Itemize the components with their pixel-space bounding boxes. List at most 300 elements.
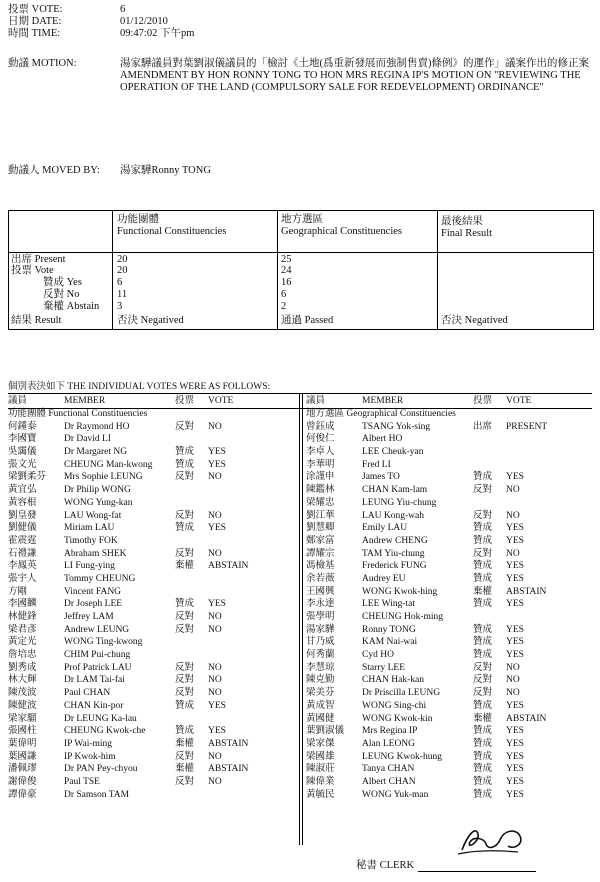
motion-text bbox=[120, 58, 593, 94]
member-name-zh: 張學明 bbox=[306, 612, 335, 622]
member-row bbox=[8, 560, 296, 573]
header-vote-en: VOTE bbox=[208, 396, 234, 406]
fc-result: 否決 Negatived bbox=[117, 315, 184, 326]
vote-zh bbox=[175, 497, 208, 510]
member-name-zh: 湯家驊 bbox=[306, 624, 335, 635]
member-name-zh: 林大輝 bbox=[8, 675, 37, 686]
member-row bbox=[8, 421, 296, 434]
member-name-zh: 謝偉俊 bbox=[8, 776, 37, 787]
vote-zh: 出席 bbox=[473, 421, 493, 432]
vote-zh: 棄權 bbox=[175, 764, 195, 775]
member-name-en: WONG Sing-chi bbox=[362, 700, 427, 711]
motion-block bbox=[8, 58, 593, 94]
time-value: 09:47:02 下午pm bbox=[120, 28, 195, 39]
member-name-en: Alan LEONG bbox=[362, 738, 416, 749]
fc-abstain: 3 bbox=[117, 301, 123, 312]
member-name-en: Dr Margaret NG bbox=[64, 447, 128, 458]
member-name-zh: 劉皇發 bbox=[8, 510, 37, 521]
member-name-en: KAM Nai-wai bbox=[362, 637, 418, 648]
member-name-zh: 黃國健 bbox=[306, 713, 335, 724]
vote-en bbox=[506, 611, 586, 624]
member-name-en: CHAN Kin-por bbox=[64, 700, 124, 711]
vote-zh: 贊成 bbox=[473, 561, 493, 572]
member-name-en: WONG Kwok-hing bbox=[362, 586, 438, 597]
final-header-en: Final Result bbox=[441, 228, 493, 239]
member-row bbox=[306, 522, 594, 535]
member-name-en: Andrew CHENG bbox=[362, 535, 428, 546]
fc-header-zh: 功能團體 bbox=[117, 214, 159, 225]
member-name-zh: 劉慧卿 bbox=[306, 523, 335, 534]
row-label-abstain: 棄權 Abstain bbox=[43, 301, 100, 312]
fc-group-heading: 功能團體 Functional Constituencies bbox=[8, 409, 148, 419]
vote-zh: 反對 bbox=[175, 751, 195, 762]
member-name-zh: 曾鈺成 bbox=[306, 421, 335, 432]
vote-en: ABSTAIN bbox=[506, 713, 547, 724]
member-name-en: Mrs Sophie LEUNG bbox=[64, 472, 143, 483]
vote-en bbox=[208, 649, 288, 662]
member-name-en: WONG Yuk-man bbox=[362, 789, 429, 800]
member-row bbox=[306, 573, 594, 586]
member-name-zh: 劉江華 bbox=[306, 510, 335, 521]
member-name-en: CHEUNG Hok-ming bbox=[362, 612, 444, 622]
member-name-en: LEUNG Yiu-chung bbox=[362, 497, 437, 508]
vote-zh: 贊成 bbox=[473, 599, 493, 610]
member-name-zh: 梁君彥 bbox=[8, 624, 37, 635]
member-name-zh: 石禮謙 bbox=[8, 548, 37, 559]
header-vote-zh: 投票 bbox=[175, 396, 195, 406]
gc-yes: 16 bbox=[281, 277, 292, 288]
vote-en: NO bbox=[506, 510, 520, 521]
member-name-en: WONG Ting-kwong bbox=[64, 637, 143, 648]
member-row bbox=[8, 636, 296, 649]
member-row bbox=[8, 548, 296, 561]
member-name-en: LEE Cheuk-yan bbox=[362, 447, 424, 458]
moved-by-label: 動議人 MOVED BY: bbox=[8, 165, 100, 176]
moved-by-value: 湯家驊Ronny TONG bbox=[120, 165, 211, 176]
member-name-zh: 譚耀宗 bbox=[306, 548, 335, 559]
member-name-zh: 詹培忠 bbox=[8, 650, 37, 661]
vote-en bbox=[208, 713, 288, 726]
member-name-zh: 甘乃威 bbox=[306, 637, 335, 648]
member-row bbox=[306, 674, 594, 687]
member-row bbox=[8, 573, 296, 586]
member-row bbox=[306, 662, 594, 675]
gc-vote: 24 bbox=[281, 265, 292, 276]
member-row bbox=[306, 725, 594, 738]
clerk-label: 秘書 CLERK bbox=[356, 860, 415, 871]
vote-en bbox=[208, 789, 288, 802]
member-name-zh: 梁家傑 bbox=[306, 738, 335, 749]
member-row bbox=[8, 586, 296, 599]
member-name-zh: 霍震霆 bbox=[8, 535, 37, 546]
member-name-en: Audrey EU bbox=[362, 573, 406, 584]
member-row bbox=[8, 522, 296, 535]
gc-group-heading: 地方選區 Geographical Constituencies bbox=[306, 409, 456, 419]
member-row bbox=[306, 700, 594, 713]
member-row bbox=[8, 687, 296, 700]
fc-yes: 6 bbox=[117, 277, 123, 288]
moved-by-row bbox=[8, 162, 211, 177]
vote-zh: 贊成 bbox=[175, 700, 195, 711]
member-name-en: Prof Patrick LAU bbox=[64, 662, 132, 673]
vote-en: YES bbox=[506, 573, 524, 584]
member-row bbox=[8, 611, 296, 624]
member-name-zh: 吳靄儀 bbox=[8, 447, 37, 458]
member-row bbox=[8, 446, 296, 459]
vote-zh: 反對 bbox=[473, 688, 493, 699]
vote-zh: 贊成 bbox=[175, 599, 195, 610]
vote-zh: 反對 bbox=[473, 510, 493, 521]
vote-en: NO bbox=[506, 688, 520, 699]
member-row bbox=[306, 763, 594, 776]
member-row bbox=[8, 789, 296, 802]
vote-en: NO bbox=[208, 612, 222, 622]
vote-en: YES bbox=[506, 599, 524, 610]
member-row bbox=[306, 713, 594, 726]
clerk-signature bbox=[456, 820, 536, 858]
fc-header-en: Functional Constituencies bbox=[117, 226, 227, 237]
vote-en: ABSTAIN bbox=[208, 561, 249, 572]
vote-zh: 贊成 bbox=[473, 637, 493, 648]
member-name-zh: 葉國謙 bbox=[8, 751, 37, 762]
vote-zh: 贊成 bbox=[175, 447, 195, 458]
member-row bbox=[306, 446, 594, 459]
vote-en bbox=[208, 497, 288, 510]
member-name-zh: 陳鑑林 bbox=[306, 485, 335, 496]
vote-en: YES bbox=[506, 637, 524, 648]
table-top-rule bbox=[8, 393, 592, 394]
member-name-zh: 梁家騮 bbox=[8, 713, 37, 724]
vote-zh: 反對 bbox=[175, 421, 195, 432]
vote-zh bbox=[473, 433, 506, 446]
vote-en: YES bbox=[506, 726, 524, 737]
member-name-zh: 陳健波 bbox=[8, 700, 37, 711]
member-name-zh: 林健鋒 bbox=[8, 612, 37, 622]
member-name-en: Andrew LEUNG bbox=[64, 624, 130, 635]
vote-en: YES bbox=[506, 535, 524, 546]
row-label-no: 反對 No bbox=[43, 289, 80, 300]
member-row bbox=[8, 662, 296, 675]
date-row bbox=[8, 16, 194, 28]
vote-zh: 棄權 bbox=[175, 561, 195, 572]
vote-zh: 反對 bbox=[473, 485, 493, 496]
member-row bbox=[8, 725, 296, 738]
vote-zh: 贊成 bbox=[473, 573, 493, 584]
member-name-en: Miriam LAU bbox=[64, 523, 115, 534]
vote-en bbox=[208, 636, 288, 649]
member-name-zh: 梁美芬 bbox=[306, 688, 335, 699]
member-name-en: Dr David LI bbox=[64, 434, 111, 445]
time-label: 時間 TIME: bbox=[8, 28, 61, 39]
member-name-en: CHEUNG Kwok-che bbox=[64, 726, 146, 737]
vote-en: NO bbox=[208, 688, 222, 699]
vote-en bbox=[506, 497, 586, 510]
member-name-zh: 葉劉淑儀 bbox=[306, 726, 345, 737]
row-label-vote: 投票 Vote bbox=[11, 265, 54, 276]
member-row bbox=[8, 471, 296, 484]
member-row bbox=[306, 586, 594, 599]
vote-zh: 反對 bbox=[175, 675, 195, 686]
member-name-zh: 梁劉柔芬 bbox=[8, 472, 47, 483]
motion-text-en: AMENDMENT BY HON RONNY TONG TO HON MRS REGINA IP'S MOTION ON "REVIEWING THE OPERATION OF THE LAND (COMPULSORY SALE FOR REDEVELOPMENT) ORDINANCE" bbox=[120, 70, 581, 93]
member-name-en: Albert CHAN bbox=[362, 776, 416, 787]
header-member-en: MEMBER bbox=[64, 396, 106, 406]
vote-en: NO bbox=[208, 510, 222, 521]
vote-zh: 贊成 bbox=[473, 624, 493, 635]
vote-number-label: 投票 VOTE: bbox=[8, 4, 63, 15]
member-name-zh: 李國寶 bbox=[8, 434, 37, 445]
member-row bbox=[306, 738, 594, 751]
vote-zh bbox=[473, 459, 506, 472]
table-header-row bbox=[306, 395, 594, 408]
vote-zh bbox=[175, 713, 208, 726]
member-row bbox=[306, 751, 594, 764]
vote-en: NO bbox=[208, 472, 222, 483]
member-row bbox=[306, 471, 594, 484]
member-name-zh: 黃毓民 bbox=[306, 789, 335, 800]
vote-en: YES bbox=[208, 726, 226, 737]
member-name-en: Frederick FUNG bbox=[362, 561, 427, 572]
member-name-zh: 鄭家富 bbox=[306, 535, 335, 546]
member-name-en: Paul TSE bbox=[64, 776, 100, 787]
vote-zh: 反對 bbox=[473, 662, 493, 673]
fc-votes-column bbox=[8, 395, 296, 801]
vote-zh bbox=[175, 535, 208, 548]
member-row bbox=[306, 636, 594, 649]
member-row bbox=[8, 700, 296, 713]
member-name-zh: 張國柱 bbox=[8, 726, 37, 737]
member-row bbox=[306, 687, 594, 700]
summary-col-divider bbox=[112, 211, 113, 329]
vote-zh: 贊成 bbox=[473, 751, 493, 762]
vote-number-value: 6 bbox=[120, 4, 126, 15]
member-name-en: CHAN Kam-lam bbox=[362, 485, 428, 496]
member-row bbox=[306, 484, 594, 497]
fc-present: 20 bbox=[117, 254, 128, 265]
vote-en: NO bbox=[208, 751, 222, 762]
member-name-en: Dr LEUNG Ka-lau bbox=[64, 713, 137, 724]
member-name-en: TAM Yiu-chung bbox=[362, 548, 425, 559]
final-column-header bbox=[441, 216, 492, 240]
vote-zh: 贊成 bbox=[175, 459, 195, 470]
member-name-en: Albert HO bbox=[362, 434, 403, 445]
vote-en bbox=[208, 484, 288, 497]
gc-abstain: 2 bbox=[281, 301, 287, 312]
vote-en bbox=[208, 433, 288, 446]
member-name-en: Paul CHAN bbox=[64, 688, 111, 699]
member-name-en: IP Kwok-him bbox=[64, 751, 116, 762]
vote-zh: 贊成 bbox=[473, 650, 493, 661]
vote-zh: 贊成 bbox=[473, 738, 493, 749]
vote-header bbox=[8, 4, 194, 40]
vote-en: YES bbox=[208, 447, 226, 458]
member-name-en: Timothy FOK bbox=[64, 535, 118, 546]
member-row bbox=[306, 560, 594, 573]
member-name-en: Starry LEE bbox=[362, 662, 406, 673]
vote-en: NO bbox=[506, 675, 520, 686]
member-name-zh: 何秀蘭 bbox=[306, 650, 335, 661]
member-name-zh: 陳茂波 bbox=[8, 688, 37, 699]
vote-en: YES bbox=[506, 776, 524, 787]
member-name-zh: 黃容根 bbox=[8, 497, 37, 508]
fc-vote: 20 bbox=[117, 265, 128, 276]
member-row bbox=[306, 789, 594, 802]
member-name-zh: 涂謹申 bbox=[306, 472, 335, 483]
vote-zh: 反對 bbox=[473, 675, 493, 686]
member-name-en: CHAN Hak-kan bbox=[362, 675, 425, 686]
gc-member-list bbox=[306, 421, 594, 802]
member-name-zh: 黃定光 bbox=[8, 637, 37, 648]
member-name-zh: 馮檢基 bbox=[306, 561, 335, 572]
member-name-zh: 李卓人 bbox=[306, 447, 335, 458]
vote-zh: 贊成 bbox=[473, 726, 493, 737]
column-divider bbox=[299, 393, 300, 845]
member-name-en: Cyd HO bbox=[362, 650, 394, 661]
member-row bbox=[306, 535, 594, 548]
member-name-zh: 張文光 bbox=[8, 459, 37, 470]
member-name-en: Jeffrey LAM bbox=[64, 612, 114, 622]
member-row bbox=[8, 624, 296, 637]
member-name-en: LEUNG Kwok-hung bbox=[362, 751, 442, 762]
vote-en: YES bbox=[506, 764, 524, 775]
fc-column-header bbox=[117, 214, 226, 238]
motion-text-zh: 湯家驊議員對葉劉淑儀議員的「檢討《土地(爲重新發展而強制售賣)條例》的運作」議案作出的修正案 bbox=[120, 58, 589, 69]
vote-en: YES bbox=[506, 624, 524, 635]
fc-member-list bbox=[8, 421, 296, 802]
vote-en bbox=[506, 459, 586, 472]
fc-no: 11 bbox=[117, 289, 128, 300]
member-name-en: CHIM Pui-chung bbox=[64, 650, 131, 661]
gc-present: 25 bbox=[281, 254, 292, 265]
member-name-zh: 陳克勤 bbox=[306, 675, 335, 686]
vote-en: YES bbox=[506, 700, 524, 711]
member-name-en: Emily LAU bbox=[362, 523, 408, 534]
vote-zh bbox=[175, 586, 208, 599]
column-divider bbox=[302, 393, 303, 845]
vote-en bbox=[208, 573, 288, 586]
vote-en: YES bbox=[506, 789, 524, 800]
row-label-result: 結果 Result bbox=[11, 315, 62, 326]
member-name-zh: 李國麟 bbox=[8, 599, 37, 610]
vote-zh: 贊成 bbox=[473, 700, 493, 711]
vote-en: YES bbox=[208, 459, 226, 470]
vote-en: NO bbox=[208, 675, 222, 686]
member-name-en: James TO bbox=[362, 472, 400, 483]
vote-zh: 反對 bbox=[175, 548, 195, 559]
member-row bbox=[306, 459, 594, 472]
summary-header-rule bbox=[9, 252, 593, 253]
member-name-en: IP Wai-ming bbox=[64, 738, 113, 749]
vote-zh: 棄權 bbox=[473, 713, 493, 724]
member-row bbox=[306, 649, 594, 662]
header-vote-zh: 投票 bbox=[473, 396, 493, 406]
vote-en: YES bbox=[506, 738, 524, 749]
time-row bbox=[8, 28, 194, 40]
member-row bbox=[8, 433, 296, 446]
member-name-en: Dr Philip WONG bbox=[64, 485, 131, 496]
vote-zh: 反對 bbox=[175, 688, 195, 699]
member-row bbox=[306, 624, 594, 637]
vote-en: YES bbox=[506, 472, 524, 483]
vote-en bbox=[208, 586, 288, 599]
member-row bbox=[8, 763, 296, 776]
vote-en: YES bbox=[506, 561, 524, 572]
vote-en: ABSTAIN bbox=[208, 764, 249, 775]
summary-table bbox=[8, 210, 594, 330]
member-row bbox=[8, 751, 296, 764]
summary-col-divider bbox=[277, 211, 278, 329]
table-header-row bbox=[8, 395, 296, 408]
vote-zh bbox=[175, 484, 208, 497]
motion-label: 動議 MOTION: bbox=[8, 58, 77, 69]
member-name-zh: 李慧琼 bbox=[306, 662, 335, 673]
row-label-present: 出席 Present bbox=[11, 254, 66, 265]
vote-zh: 贊成 bbox=[473, 764, 493, 775]
member-name-en: Tommy CHEUNG bbox=[64, 573, 136, 584]
vote-zh: 贊成 bbox=[473, 472, 493, 483]
header-member-zh: 議員 bbox=[306, 396, 326, 406]
vote-en: NO bbox=[506, 548, 520, 559]
vote-en: YES bbox=[506, 650, 524, 661]
member-name-zh: 譚偉豪 bbox=[8, 789, 37, 800]
member-name-en: Dr LAM Tai-fai bbox=[64, 675, 125, 686]
header-member-en: MEMBER bbox=[362, 396, 404, 406]
vote-en: NO bbox=[208, 421, 222, 432]
member-row bbox=[306, 510, 594, 523]
member-name-zh: 陳偉業 bbox=[306, 776, 335, 787]
vote-zh bbox=[473, 497, 506, 510]
member-name-zh: 李永達 bbox=[306, 599, 335, 610]
member-row bbox=[8, 738, 296, 751]
vote-en: ABSTAIN bbox=[208, 738, 249, 749]
member-row bbox=[306, 611, 594, 624]
member-name-zh: 陳淑莊 bbox=[306, 764, 335, 775]
member-name-en: Mrs Regina IP bbox=[362, 726, 418, 737]
gc-result: 通過 Passed bbox=[281, 315, 334, 326]
clerk-line bbox=[356, 857, 536, 872]
member-name-en: Dr Samson TAM bbox=[64, 789, 130, 800]
member-row bbox=[306, 433, 594, 446]
member-name-zh: 劉秀成 bbox=[8, 662, 37, 673]
row-label-yes: 贊成 Yes bbox=[43, 277, 82, 288]
member-name-zh: 何鍾泰 bbox=[8, 421, 37, 432]
clerk-signature-line bbox=[418, 861, 536, 872]
member-name-zh: 何俊仁 bbox=[306, 434, 335, 445]
vote-en: YES bbox=[506, 523, 524, 534]
member-name-zh: 葉偉明 bbox=[8, 738, 37, 749]
member-row bbox=[306, 421, 594, 434]
vote-zh: 反對 bbox=[175, 472, 195, 483]
vote-en: NO bbox=[208, 624, 222, 635]
vote-zh bbox=[175, 789, 208, 802]
member-name-zh: 李鳳英 bbox=[8, 561, 37, 572]
vote-en: ABSTAIN bbox=[506, 586, 547, 597]
member-name-en: Vincent FANG bbox=[64, 586, 122, 597]
vote-zh: 反對 bbox=[175, 662, 195, 673]
vote-zh bbox=[175, 573, 208, 586]
member-name-en: Dr PAN Pey-chyou bbox=[64, 764, 138, 775]
member-name-en: WONG Kwok-kin bbox=[362, 713, 433, 724]
gc-header-en: Geographical Constituencies bbox=[281, 226, 403, 237]
vote-zh bbox=[473, 446, 506, 459]
vote-zh: 贊成 bbox=[175, 523, 195, 534]
vote-zh: 棄權 bbox=[175, 738, 195, 749]
vote-en: NO bbox=[506, 662, 520, 673]
member-name-en: TSANG Yok-sing bbox=[362, 421, 431, 432]
member-name-zh: 潘佩璆 bbox=[8, 764, 37, 775]
member-name-en: LI Fung-ying bbox=[64, 561, 115, 572]
member-row bbox=[8, 459, 296, 472]
